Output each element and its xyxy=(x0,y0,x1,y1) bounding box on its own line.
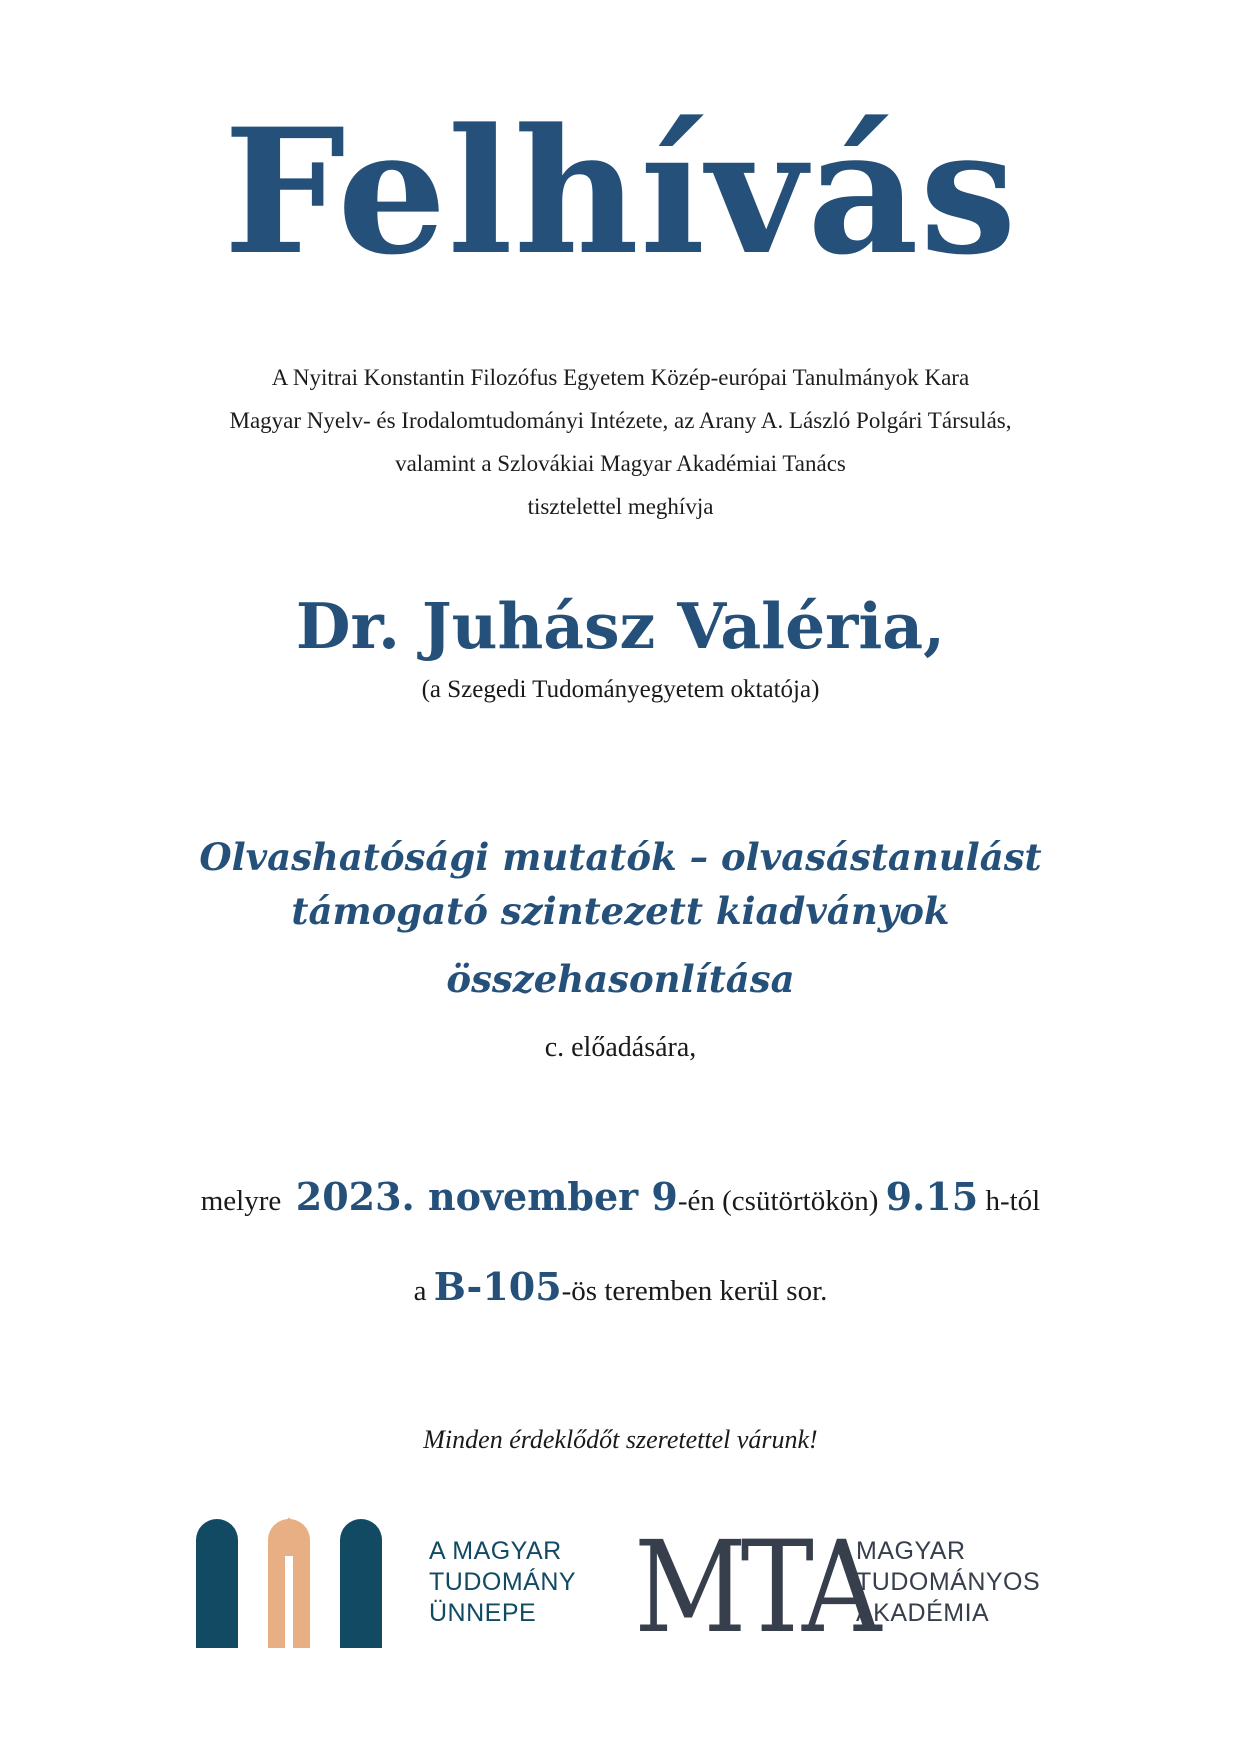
invitation-intro xyxy=(0,356,1241,528)
wordmark-line: TUDOMÁNY xyxy=(429,1568,577,1596)
page-title: Felhívás xyxy=(223,90,1018,293)
event-day: -én (csütörtökön) xyxy=(677,1185,879,1217)
mta-wordmark xyxy=(856,1536,1040,1629)
room-suffix: -ös teremben kerül sor. xyxy=(561,1275,828,1307)
wordmark-line: MAGYAR xyxy=(856,1537,966,1565)
event-datetime xyxy=(0,1172,1241,1226)
event-date: 2023. november 9 xyxy=(295,1174,678,1219)
wordmark-line: A MAGYAR xyxy=(429,1537,562,1565)
lecture-title xyxy=(0,830,1241,1006)
mta-logo-mark: MTA xyxy=(634,1513,876,1662)
room-prefix: a xyxy=(413,1275,427,1307)
lecture-title-line: összehasonlítása xyxy=(446,957,795,1001)
intro-line: A Nyitrai Konstantin Filozófus Egyetem Közép-európai Tanulmányok Kara xyxy=(271,365,970,390)
datetime-prefix: melyre xyxy=(200,1185,282,1217)
wordmark-line: ÜNNEPE xyxy=(429,1599,537,1627)
event-time: 9.15 xyxy=(885,1174,979,1219)
event-room: B-105 xyxy=(433,1264,562,1309)
magyar-tudomany-unnepe-logo-icon xyxy=(196,1514,382,1648)
lecture-suffix: c. előadására, xyxy=(544,1032,697,1063)
magyar-tudomany-unnepe-wordmark xyxy=(429,1536,576,1629)
lecture-title-line: támogató szintezett kiadványok xyxy=(291,889,950,933)
intro-line: valamint a Szlovákiai Magyar Akadémiai Tanács xyxy=(395,451,846,476)
speaker-name: Dr. Juhász Valéria, xyxy=(295,589,946,663)
intro-line: Magyar Nyelv- és Irodalomtudományi Intézete, az Arany A. László Polgári Társulás, xyxy=(229,408,1012,433)
wordmark-line: TUDOMÁNYOS xyxy=(856,1568,1041,1596)
intro-line: tisztelettel meghívja xyxy=(527,494,714,519)
closing-note: Minden érdeklődőt szeretettel várunk! xyxy=(423,1425,818,1454)
lecture-title-line: Olvashatósági mutatók – olvasástanulást xyxy=(199,835,1042,879)
wordmark-line: AKADÉMIA xyxy=(856,1599,990,1627)
time-suffix: h-tól xyxy=(985,1185,1041,1217)
event-location xyxy=(0,1262,1241,1316)
speaker-affiliation: (a Szegedi Tudományegyetem oktatója) xyxy=(421,676,820,703)
